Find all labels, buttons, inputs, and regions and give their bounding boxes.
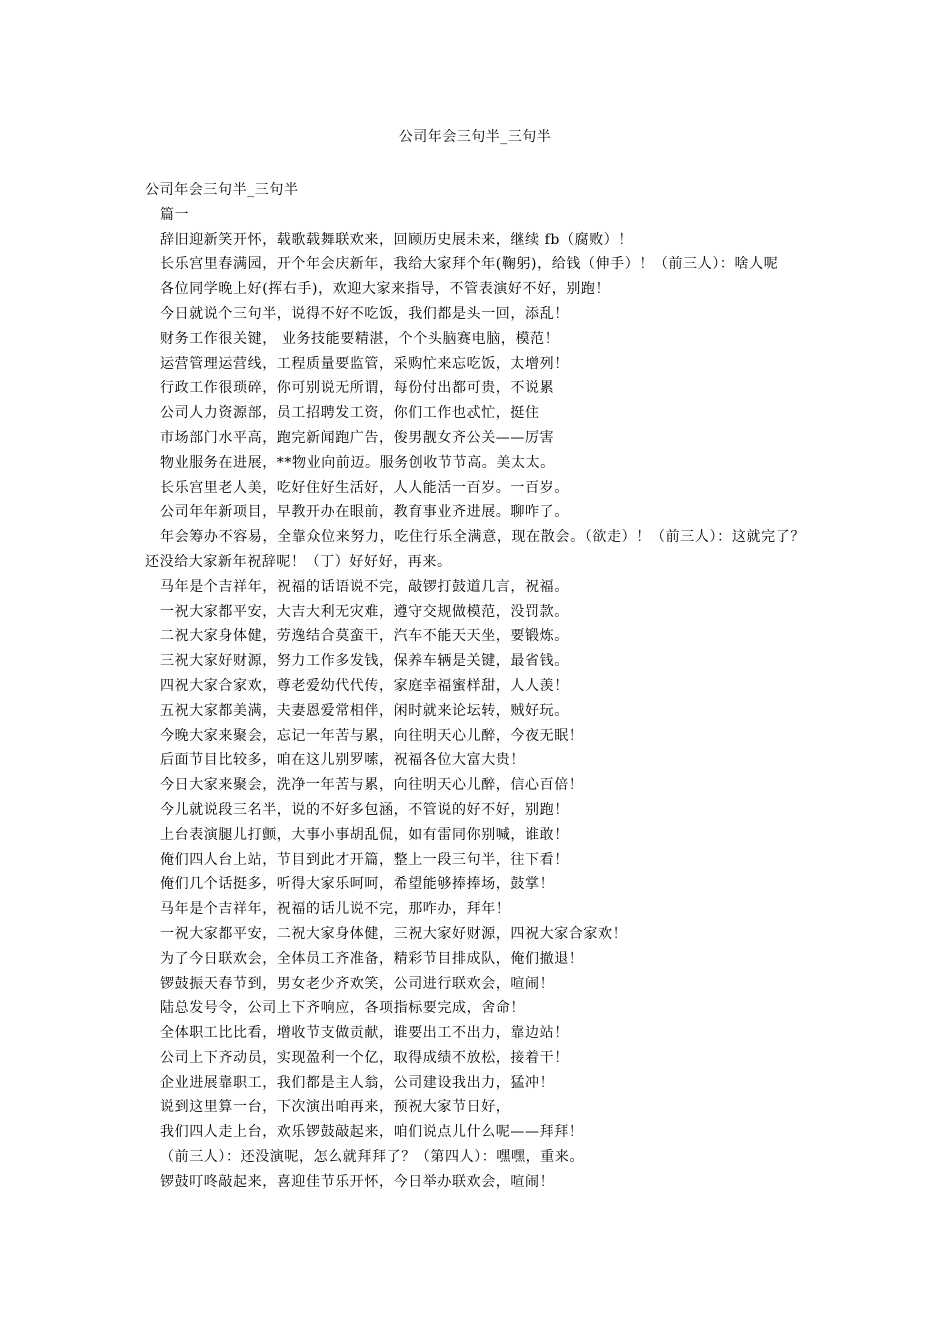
paragraph: 俺们四人台上站，节目到此才开篇，整上一段三句半，往下看！ xyxy=(160,851,569,868)
paragraph: 物业服务在进展，**物业向前迈。服务创收节节高。美太太。 xyxy=(160,454,555,471)
paragraph: 俺们几个话挺多，听得大家乐呵呵，希望能够捧捧场，鼓掌！ xyxy=(160,876,555,893)
paragraph: 财务工作很关键， 业务技能要精湛，个个头脑赛电脑，模范！ xyxy=(160,330,560,347)
paragraph: 我们四人走上台，欢乐锣鼓敲起来，咱们说点儿什么呢——拜拜！ xyxy=(160,1124,584,1141)
paragraph: 公司上下齐动员，实现盈利一个亿，取得成绩不放松，接着干！ xyxy=(160,1049,569,1066)
paragraph: 公司人力资源部，员工招聘发工资，你们工作也忒忙，挺住 xyxy=(160,405,540,422)
paragraph: （前三人）：还没演呢，怎么就拜拜了？（第四人）：嘿嘿，重来。 xyxy=(160,1149,584,1166)
paragraph: 今日就说个三句半，说得不好不吃饭，我们都是头一回，添乱！ xyxy=(160,305,569,322)
paragraph: 全体职工比比看，增收节支做贡献，谁要出工不出力，靠边站！ xyxy=(160,1025,569,1042)
paragraph: 行政工作很琐碎，你可别说无所谓，每份付出都可贵，不说累 xyxy=(160,380,555,397)
paragraph: 一祝大家都平安，二祝大家身体健，三祝大家好财源，四祝大家合家欢！ xyxy=(160,925,628,942)
paragraph: 长乐宫里老人美，吃好住好生活好，人人能活一百岁。一百岁。 xyxy=(160,479,569,496)
paragraph: 各位同学晚上好(挥右手)，欢迎大家来指导，不管表演好不好，别跑！ xyxy=(160,281,611,298)
paragraph: 后面节目比较多，咱在这儿别罗嗦，祝福各位大富大贵！ xyxy=(160,752,525,769)
paragraph: 二祝大家身体健，劳逸结合莫蛮干，汽车不能天天坐，要锻炼。 xyxy=(160,628,569,645)
paragraph: 市场部门水平高，跑完新闻跑广告，俊男靓女齐公关——厉害 xyxy=(160,429,555,446)
paragraph: 上台表演腿儿打颤，大事小事胡乱侃，如有雷同你别喊，谁敢！ xyxy=(160,826,569,843)
document-title: 公司年会三句半_三句半 xyxy=(398,129,552,145)
paragraph: 一祝大家都平安，大吉大利无灾难，遵守交规做模范，没罚款。 xyxy=(160,603,569,620)
paragraph: 为了今日联欢会，全体员工齐准备，精彩节目排成队，俺们撤退！ xyxy=(160,950,584,967)
paragraph: 锣鼓叮咚敲起来，喜迎佳节乐开怀，今日举办联欢会，喧闹！ xyxy=(160,1173,555,1190)
document-body xyxy=(145,178,805,1195)
paragraph: 公司年年新项目，早教开办在眼前，教育事业齐进展。聊咋了。 xyxy=(160,504,569,521)
paragraph: 公司年会三句半_三句半 xyxy=(145,182,299,198)
paragraph: 三祝大家好财源，努力工作多发钱，保养车辆是关键，最省钱。 xyxy=(160,653,569,670)
paragraph: 五祝大家都美满，夫妻恩爱常相伴，闲时就来论坛转，贼好玩。 xyxy=(160,702,569,719)
paragraph: 辞旧迎新笑开怀，载歌载舞联欢来，回顾历史展未来，继续 fb（腐败）！ xyxy=(160,231,633,248)
paragraph: 篇一 xyxy=(160,206,190,223)
paragraph: 锣鼓振天春节到，男女老少齐欢笑，公司进行联欢会，喧闹！ xyxy=(160,975,555,992)
paragraph: 运营管理运营线，工程质量要监管，采购忙来忘吃饭，太增列！ xyxy=(160,355,569,372)
paragraph: 马年是个吉祥年，祝福的话儿说不完，那咋办，拜年！ xyxy=(160,901,511,918)
paragraph: 陆总发号令，公司上下齐响应，各项指标要完成，舍命！ xyxy=(160,1000,525,1017)
paragraph: 长乐宫里春满园，开个年会庆新年，我给大家拜个年(鞠躬)，给钱（伸手）！（前三人）：啥人呢 xyxy=(160,256,779,273)
paragraph: 今晚大家来聚会，忘记一年苦与累，向往明天心儿醉，今夜无眠！ xyxy=(160,727,584,744)
paragraph: 年会筹办不容易，全靠众位来努力，吃住行乐全满意，现在散会。（欲走）！（前三人）：这就完了？还没给大家新年祝辞呢！（丁）好好好，再来。 xyxy=(145,529,805,570)
paragraph: 今儿就说段三名半，说的不好多包涵，不管说的好不好，别跑！ xyxy=(160,801,569,818)
paragraph: 今日大家来聚会，洗净一年苦与累，向往明天心儿醉，信心百倍！ xyxy=(160,777,584,794)
paragraph: 四祝大家合家欢，尊老爱幼代代传，家庭幸福蜜样甜，人人羡！ xyxy=(160,677,569,694)
paragraph: 企业进展靠职工，我们都是主人翁，公司建设我出力，猛冲！ xyxy=(160,1074,555,1091)
paragraph: 说到这里算一台，下次演出咱再来，预祝大家节日好， xyxy=(160,1099,511,1116)
paragraph: 马年是个吉祥年，祝福的话语说不完，敲锣打鼓道几言，祝福。 xyxy=(160,578,569,595)
